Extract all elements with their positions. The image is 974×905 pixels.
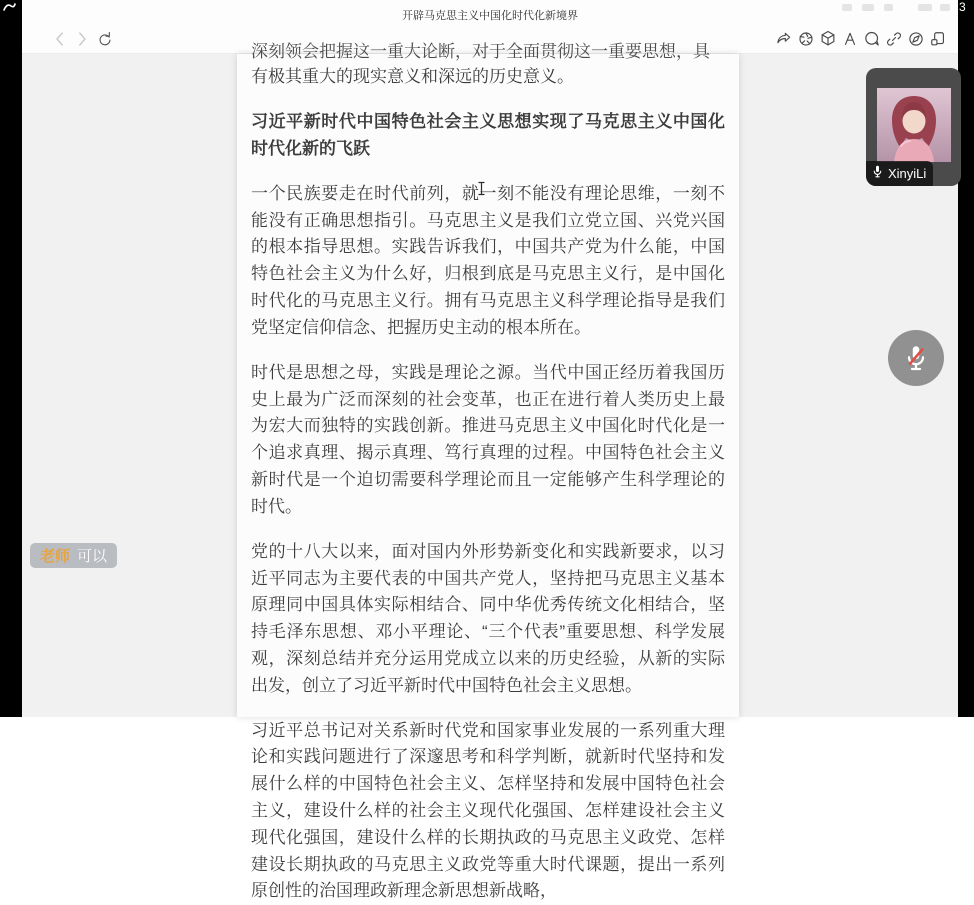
document-content <box>251 42 725 905</box>
participant-name: XinyiLi <box>888 166 927 181</box>
paragraph-1: 一个民族要走在时代前列，就一刻不能没有理论思维，一刻不能没有正确思想指引。马克思主义是我们立党立国、兴党兴国的根本指导思想。实践告诉我们，中国共产党为什么能，中国特色社会主义为什么好，归根到底是马克思主义行，是中国化时代化的马克思主义行。拥有马克思主义科学理论指导是我们党坚定信仰信念、把握历史主动的根本所在。 <box>251 183 725 337</box>
copy-page-icon[interactable] <box>928 29 948 49</box>
comment-icon[interactable] <box>862 29 882 49</box>
compass-icon[interactable] <box>906 29 926 49</box>
menubar-faint-icon <box>918 4 932 11</box>
menubar-faint-icon <box>884 4 893 11</box>
corner-count-badge: 3 <box>959 0 966 14</box>
back-button[interactable] <box>50 29 70 49</box>
signal-icon <box>2 0 18 18</box>
intro-line: 有极其重大的现实意义和深远的历史意义。 <box>251 67 574 86</box>
clipped-line: 深刻领会把握这一重大论断，对于全面贯彻这一重要思想，具 <box>251 42 710 61</box>
menubar-faint-icon <box>940 4 950 11</box>
text-cursor <box>477 181 486 196</box>
beautify-aperture-icon[interactable] <box>796 29 816 49</box>
letterbox-left <box>0 0 22 717</box>
participant-video-tile[interactable] <box>866 68 961 186</box>
document-page <box>237 42 739 901</box>
link-icon[interactable] <box>884 29 904 49</box>
menubar-faint-icon <box>842 4 852 11</box>
shared-screen-titlebar <box>22 0 958 26</box>
caption-text: 可以 <box>77 548 108 565</box>
participant-name-tag <box>866 161 933 186</box>
paragraph-2: 时代是思想之母，实践是理论之源。当代中国正经历着我国历史上最为广泛而深刻的社会变革，也正在进行着人类历史上最为宏大而独特的实践创新。推进马克思主义中国化时代化是一个追求真理、揭示真理、笃行真理的过程。中国特色社会主义新时代是一个迫切需要科学理论而且一定能够产生科学理论的时代。 <box>251 362 725 516</box>
share-icon[interactable] <box>774 29 794 49</box>
menubar-faint-icon <box>862 4 874 11</box>
mic-on-icon <box>870 164 885 184</box>
object-box-icon[interactable] <box>818 29 838 49</box>
live-caption <box>30 543 117 568</box>
paragraph-4: 习近平总书记对关系新时代党和国家事业发展的一系列重大理论和实践问题进行了深邃思考和科学判断，就新时代坚持和发展什么样的中国特色社会主义、怎样坚持和发展中国特色社会主义，建设什么样的社会主义现代化强国、怎样建设社会主义现代化强国，建设什么样的长期执政的马克思主义政党、怎样建设长期执政的马克思主义政党等重大时代课题，提出一系列原创性的治国理政新理念新思想新战略， <box>251 720 725 901</box>
mute-microphone-button[interactable] <box>888 330 944 386</box>
shared-document-title: 开辟马克思主义中国化时代化新境界 <box>402 10 578 22</box>
section-heading: 习近平新时代中国特色社会主义思想实现了马克思主义中国化时代化新的飞跃 <box>251 111 725 158</box>
avatar <box>877 88 951 162</box>
document-scroll-area[interactable] <box>22 42 958 901</box>
paragraph-3: 党的十八大以来，面对国内外形势新变化和实践新要求，以习近平同志为主要代表的中国共产党人，坚持把马克思主义基本原理同中国具体实际相结合、同中华优秀传统文化相结合，坚持毛泽东思想、邓小平理论、“三个代表”重要思想、科学发展观，深刻总结并充分运用党成立以来的历史经验，从新的实际出发，创立了习近平新时代中国特色社会主义思想。 <box>251 541 725 695</box>
fonts-icon[interactable] <box>840 29 860 49</box>
reload-button[interactable] <box>95 29 115 49</box>
caption-speaker: 老师 <box>40 548 71 565</box>
forward-button[interactable] <box>72 29 92 49</box>
